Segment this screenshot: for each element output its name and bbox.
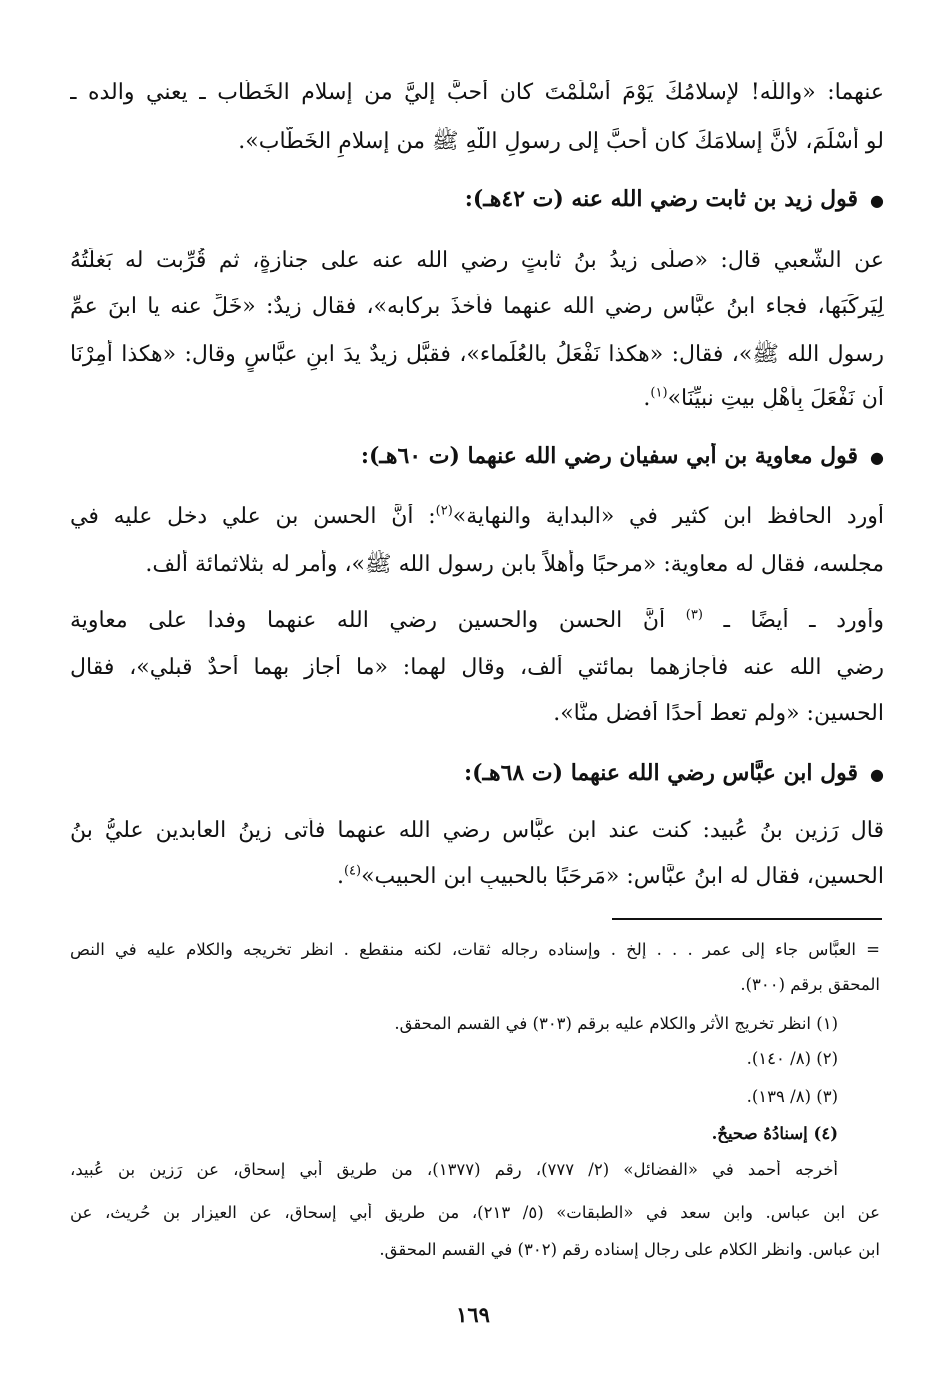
line-text: الحسين، فقال له ابنُ عبَّاسٍ: «مَرحَبًا بالحبيبِ ابنِ الحبيب» xyxy=(361,864,884,889)
paragraph-line: عنهما: «واللّه! لإِسلامُكَ يَوْمَ أَسْلَمْتَ كان أَحبَّ إليَّ من إسلامِ الخَطَّاب ـ يعني والده ـ xyxy=(70,80,884,105)
paragraph-line xyxy=(70,504,884,529)
bullet-icon: ● xyxy=(870,765,884,784)
footnote-ref[interactable]: (٢) xyxy=(435,504,453,519)
paragraph-line: لِيَركَبَها، فجاء ابنُ عبَّاس رضي الله عنهما فأَخذَ بركابه»، فقال زيدٌ: «خَلِّ عنه يا ابنَ عمِّ xyxy=(70,294,884,319)
paragraph-line: قال رَزِين بنُ عُبيد: كنت عند ابنِ عبَّاس رضي الله عنهما فأتى زينُ العابدين عليُّ بنُ xyxy=(70,818,884,843)
heading-text: قول ابن عبَّاس رضي الله عنهما (ت ٦٨هـ): xyxy=(464,760,859,786)
line-text: . xyxy=(643,386,651,411)
paragraph-line: الحسين: «ولم تعط أحدًا أفضل منَّا». xyxy=(553,701,884,726)
footnote-ref[interactable]: (٤) xyxy=(343,864,362,879)
heading-text: قول معاوية بن أبي سفيان رضي الله عنهما (ت ٦٠هـ): xyxy=(360,443,859,469)
paragraph-line: عن الشَّعبي قال: «صلَّى زيدُ بنُ ثابتٍ رضي الله عنه على جنازةٍ، ثم قُرِّبت له بَغلَتُهُ xyxy=(70,248,884,273)
line-text: . xyxy=(336,864,344,889)
paragraph-line: رسول الله ﷺ»، فقال: «هكذا نَفْعَلُ بالعُلَماء»، فقبَّل زيدٌ يدَ ابنِ عبَّاسٍ وقال: «هكذا أُمِرْنَا xyxy=(70,342,884,367)
line-text: أنَّ الحسن والحسين رضي الله عنهما وفدا على معاوية xyxy=(70,608,666,633)
section-heading xyxy=(70,443,884,469)
footnote-1: (١) انظر تخريج الأثر والكلام عليه برقم (٣٠٣) في القسم المحقق. xyxy=(394,1014,838,1033)
heading-text: قول زيد بن ثابت رضي الله عنه (ت ٤٢هـ): xyxy=(464,186,859,212)
footnote-4: (٤) إسنادُهُ صحيحٌ. xyxy=(711,1124,838,1143)
footnote-line: ابن عباس. وانظر الكلام على رجال إسناده رقم (٣٠٢) في القسم المحقق. xyxy=(379,1240,880,1259)
paragraph-line xyxy=(70,864,884,889)
footnote-ref[interactable]: (٣) xyxy=(685,608,703,623)
paragraph-line: لو أَسْلَمَ، لأنَّ إسلامَكَ كان أَحبَّ إلى رسولِ اللّهِ ﷺ من إسلامِ الخَطَّاب». xyxy=(238,129,884,154)
paragraph-line xyxy=(70,386,884,411)
footnote-line: المحقق برقم (٣٠٠). xyxy=(740,975,880,994)
bullet-icon: ● xyxy=(870,191,884,210)
footnote-line: أخرجه أحمد في «الفضائل» (٢/ ٧٧٧)، رقم (١٣٧٧)، من طريق أبي إسحاق، عن رَزين بن عُبيد، xyxy=(70,1160,838,1179)
paragraph-line: مجلسه، فقال له معاوية: «مرحبًا وأهلاً بابن رسول الله ﷺ»، وأمر له بثلاثمائة ألف. xyxy=(145,552,884,577)
footnote-line: عن ابن عباس. وابن سعد في «الطبقات» (٥/ ٢١٣)، من طريق أبي إسحاق، عن العيزار بن حُريث، عن xyxy=(70,1203,880,1222)
footnote-2: (٢) (٨/ ١٤٠). xyxy=(746,1049,838,1068)
line-text: أورد الحافظ ابن كثير في «البداية والنهاية» xyxy=(452,504,884,529)
bullet-icon: ● xyxy=(870,448,884,467)
footnote-ref[interactable]: (١) xyxy=(650,386,668,401)
section-heading xyxy=(70,760,884,786)
line-text: أن نَفْعَلَ بِأَهْلِ بيتِ نبيِّنَا» xyxy=(667,386,884,411)
line-text: : أَنَّ الحسن بن علي دخل عليه في xyxy=(70,504,436,529)
footnote-3: (٣) (٨/ ١٣٩). xyxy=(746,1087,838,1106)
footnote-separator xyxy=(612,918,882,920)
footnote-line: = العبَّاس جاء إلى عمر . . . إلخ . وإسناده رجاله ثقات، لكنه منقطع . انظر تخريجه والكلام عليه في النص xyxy=(70,940,880,959)
line-text: وأورد ـ أيضًا ـ xyxy=(723,608,884,633)
page-number: ١٦٩ xyxy=(456,1302,490,1327)
paragraph-line xyxy=(70,608,884,633)
section-heading xyxy=(70,186,884,212)
paragraph-line: رضي الله عنه فأجازهما بمائتي ألف، وقال لهما: «ما أجاز بهما أحدٌ قبلي»، فقال xyxy=(70,655,884,680)
